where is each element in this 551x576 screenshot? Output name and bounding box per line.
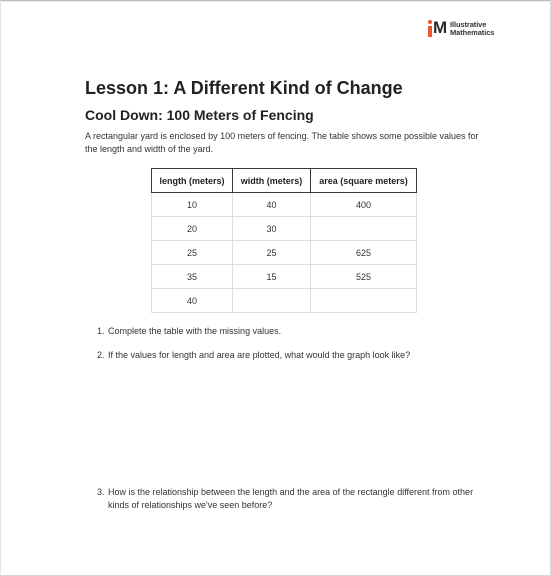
cell-length: 40: [152, 289, 233, 313]
question-number: 2.: [97, 350, 105, 360]
logo-line-1: Illustrative: [450, 20, 487, 29]
question-text: How is the relationship between the length and the area of the rectangle different from other kinds of relationships we've seen before?: [108, 487, 474, 510]
logo-bar: [428, 26, 432, 37]
illustrative-mathematics-logo: [427, 19, 494, 39]
logo-line-2: Mathematics: [450, 28, 495, 37]
cell-length: 10: [152, 193, 233, 217]
cell-area: 525: [311, 265, 417, 289]
logo-wordmark: [450, 21, 494, 37]
cooldown-title: Cool Down: 100 Meters of Fencing: [85, 107, 314, 123]
table-header-row: [152, 169, 417, 193]
question-2: [97, 349, 410, 362]
lesson-title: Lesson 1: A Different Kind of Change: [85, 78, 403, 98]
cell-area: [311, 289, 417, 313]
cell-area: 625: [311, 241, 417, 265]
cell-length: 25: [152, 241, 233, 265]
question-text: Complete the table with the missing values.: [108, 326, 282, 336]
im-logo-mark: [427, 20, 447, 38]
table-row: [152, 289, 417, 313]
cell-width: [233, 289, 311, 313]
cell-width: 30: [233, 217, 311, 241]
question-number: 1.: [97, 326, 105, 336]
cell-area: 400: [311, 193, 417, 217]
question-3: [97, 486, 477, 512]
cell-length: 35: [152, 265, 233, 289]
cell-width: 40: [233, 193, 311, 217]
question-number: 3.: [97, 487, 105, 497]
header-area: area (square meters): [311, 169, 417, 193]
table-row: [152, 241, 417, 265]
logo-letter: M: [433, 18, 448, 37]
question-1: [97, 325, 281, 338]
fencing-table: [151, 168, 417, 313]
logo-dot: [428, 20, 432, 24]
cell-width: 15: [233, 265, 311, 289]
header-width: width (meters): [233, 169, 311, 193]
cell-area: [311, 217, 417, 241]
table-row: [152, 265, 417, 289]
cell-width: 25: [233, 241, 311, 265]
header-length: length (meters): [152, 169, 233, 193]
cell-length: 20: [152, 217, 233, 241]
table-row: [152, 217, 417, 241]
question-text: If the values for length and area are plotted, what would the graph look like?: [108, 350, 411, 360]
table-row: [152, 193, 417, 217]
intro-paragraph: A rectangular yard is enclosed by 100 meters of fencing. The table shows some possible values for the length and width of the yard.: [85, 131, 479, 154]
